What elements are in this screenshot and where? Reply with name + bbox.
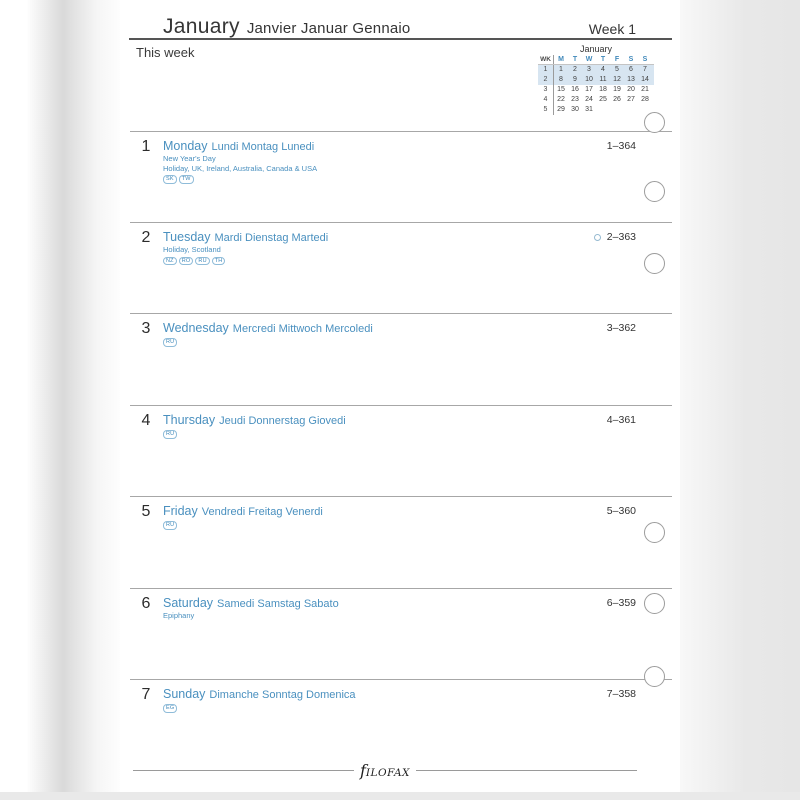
day-name-translations: Mercredi Mittwoch Mercoledi bbox=[232, 323, 373, 335]
mini-cal-week-row bbox=[538, 65, 654, 75]
mini-cal-date: 27 bbox=[627, 96, 635, 103]
mini-cal-day-header: T bbox=[572, 56, 578, 63]
day-number: 3 bbox=[141, 320, 151, 337]
mini-cal-week-row bbox=[538, 95, 654, 105]
day-content bbox=[163, 139, 317, 184]
this-week-label: This week bbox=[136, 45, 195, 60]
page-header bbox=[163, 15, 410, 39]
mini-cal-date: 13 bbox=[627, 76, 635, 83]
day-count: 1–364 bbox=[606, 140, 636, 152]
mini-cal-date bbox=[596, 105, 610, 115]
week-number-label: Week 1 bbox=[588, 21, 636, 37]
background-right bbox=[680, 0, 800, 800]
punch-hole bbox=[644, 181, 665, 202]
day-content bbox=[163, 321, 373, 347]
day-row-friday bbox=[130, 496, 672, 587]
country-badge: EG bbox=[163, 704, 177, 713]
mini-cal-date: 21 bbox=[641, 86, 649, 93]
mini-cal-date: 1 bbox=[559, 66, 563, 73]
day-name-translations: Jeudi Donnerstag Giovedi bbox=[219, 415, 346, 427]
holiday-note: Epiphany bbox=[163, 611, 195, 620]
mini-cal-date: 25 bbox=[599, 96, 607, 103]
mini-cal-date: 11 bbox=[599, 76, 607, 83]
mini-cal-header-row bbox=[538, 55, 654, 65]
mini-cal-day-header: M bbox=[558, 56, 564, 63]
day-content bbox=[163, 687, 356, 713]
day-content bbox=[163, 596, 339, 621]
filofax-logo: fILOFAX bbox=[354, 761, 416, 780]
mini-cal-date: 8 bbox=[559, 76, 563, 83]
mini-cal-week-number: 4 bbox=[538, 95, 554, 105]
day-name-translations: Vendredi Freitag Venerdi bbox=[201, 506, 323, 518]
day-content bbox=[163, 413, 346, 439]
country-badge: RU bbox=[163, 521, 177, 530]
day-name-translations: Lundi Montag Lunedi bbox=[211, 141, 315, 153]
mini-cal-date bbox=[624, 105, 638, 115]
day-row-sunday bbox=[130, 679, 672, 770]
country-badge: TW bbox=[179, 175, 194, 184]
page-curl-shadow bbox=[26, 0, 124, 792]
holiday-note: Holiday, UK, Ireland, Australia, Canada & USA bbox=[163, 163, 318, 173]
day-number: 7 bbox=[141, 686, 151, 703]
day-content bbox=[163, 504, 323, 530]
mini-month-calendar bbox=[538, 44, 654, 115]
day-count: 7–358 bbox=[606, 688, 636, 700]
mini-cal-date: 22 bbox=[557, 96, 565, 103]
mini-cal-title: January bbox=[579, 44, 613, 54]
holiday-note: Holiday, Scotland bbox=[163, 245, 221, 254]
punch-hole bbox=[644, 522, 665, 543]
country-badge: RU bbox=[195, 257, 209, 266]
mini-cal-week-row bbox=[538, 85, 654, 95]
holiday-note: New Year's Day bbox=[163, 154, 216, 163]
month-translations: Janvier Januar Gennaio bbox=[246, 20, 411, 37]
punch-hole bbox=[644, 666, 665, 687]
day-name: Friday bbox=[163, 504, 198, 518]
day-name: Sunday bbox=[163, 687, 206, 701]
diary-sheet bbox=[120, 0, 680, 792]
mini-cal-date: 31 bbox=[585, 106, 593, 113]
mini-cal-date: 6 bbox=[629, 66, 633, 73]
footer bbox=[133, 761, 637, 781]
mini-cal-week-row bbox=[538, 75, 654, 85]
mini-cal-week-number: 2 bbox=[538, 75, 554, 85]
background-bottom bbox=[0, 792, 800, 800]
country-badge: NZ bbox=[163, 257, 177, 266]
country-badge: RU bbox=[163, 338, 177, 347]
mini-cal-week-number: 5 bbox=[538, 105, 554, 115]
day-name-translations: Mardi Dienstag Martedi bbox=[214, 232, 329, 244]
day-row-monday bbox=[130, 131, 672, 222]
mini-cal-date: 9 bbox=[573, 76, 577, 83]
punch-hole bbox=[644, 253, 665, 274]
mini-cal-date: 29 bbox=[557, 106, 565, 113]
day-content bbox=[163, 230, 328, 265]
mini-cal-day-header: T bbox=[600, 56, 606, 63]
day-number: 5 bbox=[141, 503, 151, 520]
day-count: 2–363 bbox=[606, 231, 636, 243]
mini-cal-day-header: F bbox=[614, 56, 620, 63]
mini-cal-date: 2 bbox=[573, 66, 577, 73]
mini-cal-week-row bbox=[538, 105, 654, 115]
page-title-month: January bbox=[163, 15, 240, 38]
mini-cal-date: 14 bbox=[641, 76, 649, 83]
day-name: Wednesday bbox=[163, 321, 229, 335]
day-name-translations: Dimanche Sonntag Domenica bbox=[209, 689, 356, 701]
day-name: Saturday bbox=[163, 596, 214, 610]
day-name: Thursday bbox=[163, 413, 216, 427]
day-row-saturday bbox=[130, 588, 672, 679]
day-number: 6 bbox=[141, 595, 151, 612]
mini-cal-week-number: 1 bbox=[538, 65, 554, 75]
mini-cal-date: 4 bbox=[601, 66, 605, 73]
header-rule bbox=[129, 38, 672, 40]
mini-cal-date: 28 bbox=[641, 96, 649, 103]
country-badge: SK bbox=[163, 175, 177, 184]
mini-cal-wk-header: WK bbox=[538, 55, 554, 64]
day-name-translations: Samedi Samstag Sabato bbox=[217, 598, 339, 610]
day-row-wednesday bbox=[130, 313, 672, 404]
mini-cal-date: 23 bbox=[571, 96, 579, 103]
mini-cal-date: 26 bbox=[613, 96, 621, 103]
day-row-thursday bbox=[130, 405, 672, 496]
day-count: 5–360 bbox=[606, 505, 636, 517]
mini-cal-date: 20 bbox=[627, 86, 635, 93]
mini-cal-date: 24 bbox=[585, 96, 593, 103]
mini-cal-date: 16 bbox=[571, 86, 579, 93]
day-name: Tuesday bbox=[163, 230, 211, 244]
mini-cal-date: 10 bbox=[585, 76, 593, 83]
mini-cal-week-number: 3 bbox=[538, 85, 554, 95]
country-badge: RU bbox=[163, 430, 177, 439]
day-count: 3–362 bbox=[606, 322, 636, 334]
mini-cal-day-header: S bbox=[628, 56, 634, 63]
mini-cal-date: 12 bbox=[613, 76, 621, 83]
mini-cal-date: 15 bbox=[557, 86, 565, 93]
day-row-tuesday bbox=[130, 222, 672, 313]
mini-cal-date: 30 bbox=[571, 106, 579, 113]
mini-cal-date: 19 bbox=[613, 86, 621, 93]
mini-cal-day-header: W bbox=[585, 56, 593, 63]
mini-cal-date: 18 bbox=[599, 86, 607, 93]
mini-cal-date: 17 bbox=[585, 86, 593, 93]
full-moon-icon bbox=[594, 234, 601, 241]
day-number: 2 bbox=[141, 229, 151, 246]
day-number: 1 bbox=[141, 138, 151, 155]
mini-cal-date: 3 bbox=[587, 66, 591, 73]
mini-cal-day-header: S bbox=[642, 56, 648, 63]
country-badge: TH bbox=[212, 257, 226, 266]
punch-hole bbox=[644, 593, 665, 614]
day-count: 6–359 bbox=[606, 597, 636, 609]
day-name: Monday bbox=[163, 139, 208, 153]
country-badge: RO bbox=[179, 257, 194, 266]
mini-cal-date bbox=[610, 105, 624, 115]
day-number: 4 bbox=[141, 412, 151, 429]
punch-hole bbox=[644, 112, 665, 133]
mini-cal-date: 7 bbox=[643, 66, 647, 73]
day-count: 4–361 bbox=[606, 414, 636, 426]
mini-cal-date: 5 bbox=[615, 66, 619, 73]
